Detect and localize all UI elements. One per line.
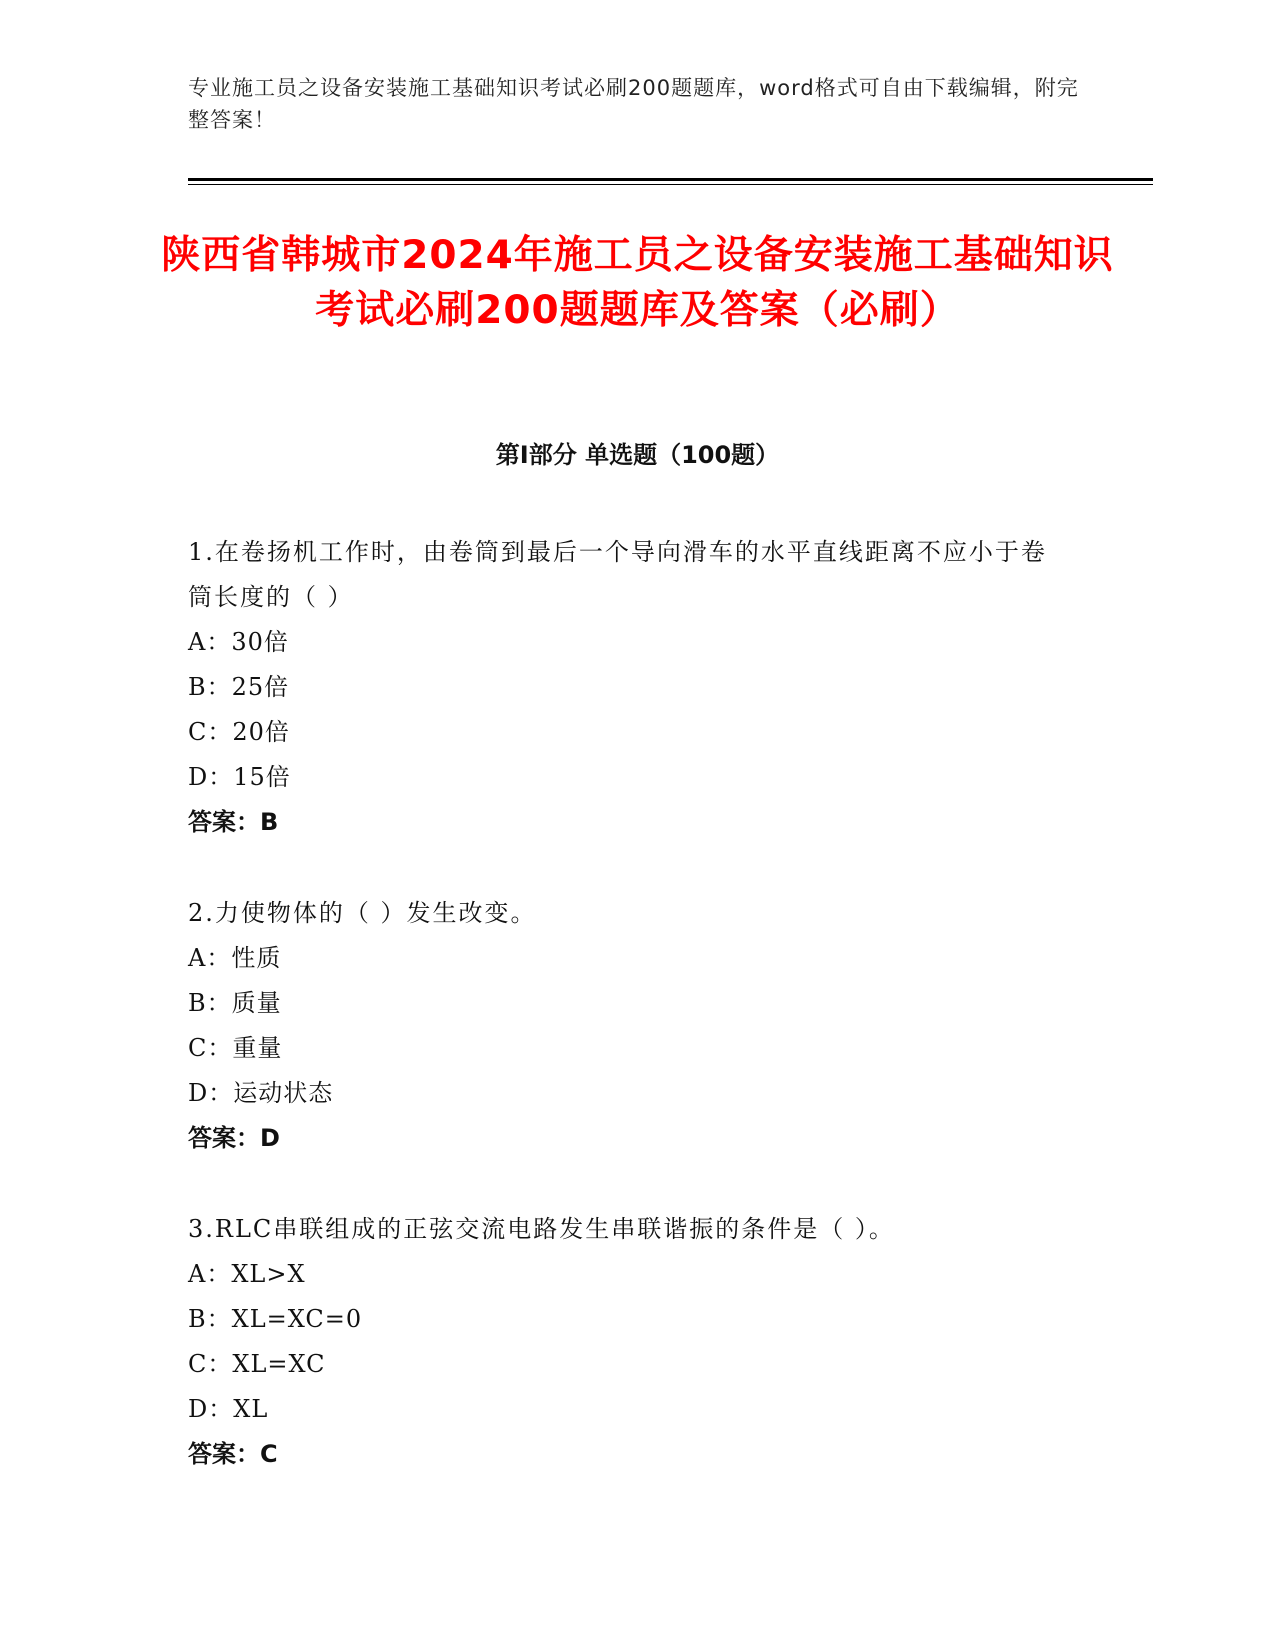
question-1: [188, 530, 1068, 845]
question-stem: 3.RLC串联组成的正弦交流电路发生串联谐振的条件是（ ）。: [188, 1215, 895, 1243]
option-b: B：25倍: [188, 673, 290, 701]
header-note: 专业施工员之设备安装施工基础知识考试必刷200题题库，word格式可自由下载编辑，附完整答案！: [188, 76, 1079, 132]
question-list: [188, 530, 1068, 1523]
question-2: [188, 891, 1068, 1161]
answer: 答案：D: [188, 1124, 280, 1152]
option-c: C：20倍: [188, 718, 290, 746]
question-stem: 2.力使物体的（ ）发生改变。: [188, 899, 537, 927]
option-d: D：15倍: [188, 763, 291, 791]
option-b: B：质量: [188, 989, 282, 1017]
option-d: D：运动状态: [188, 1079, 334, 1107]
option-c: C：XL=XC: [188, 1350, 326, 1378]
option-a: A：30倍: [188, 628, 289, 656]
answer: 答案：B: [188, 808, 279, 836]
option-b: B：XL=XC=0: [188, 1305, 363, 1333]
option-c: C：重量: [188, 1034, 283, 1062]
question-3: [188, 1207, 1068, 1477]
section-title: 第I部分 单选题（100题）: [495, 441, 780, 469]
option-a: A：性质: [188, 944, 282, 972]
question-stem: 1.在卷扬机工作时，由卷筒到最后一个导向滑车的水平直线距离不应小于卷筒长度的（ ）: [188, 538, 1047, 611]
option-a: A：XL>X: [188, 1260, 306, 1288]
option-d: D：XL: [188, 1395, 269, 1423]
document-title: 陕西省韩城市2024年施工员之设备安装施工基础知识考试必刷200题题库及答案（必刷）: [161, 233, 1114, 333]
answer: 答案：C: [188, 1440, 278, 1468]
header-rule-thin: [188, 184, 1153, 185]
header-rule-thick: [188, 178, 1153, 181]
